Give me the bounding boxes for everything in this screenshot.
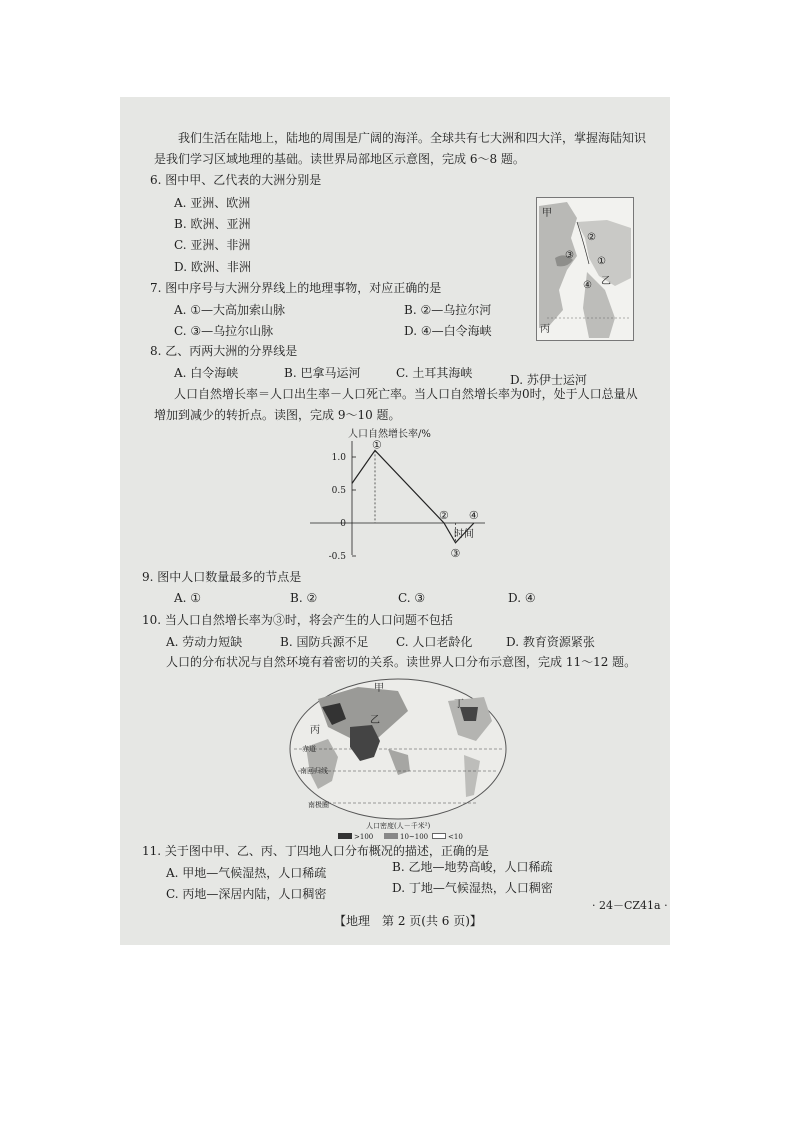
q10-option-b: B. 国防兵源不足 — [280, 635, 369, 649]
legend-swatch-mid — [384, 833, 398, 839]
question-6-stem: 6. 图中甲、乙代表的大洲分别是 — [150, 173, 322, 187]
exam-page — [120, 97, 670, 945]
q11-option-c: C. 丙地—深居内陆，人口稠密 — [166, 887, 327, 901]
q7-option-b: B. ②—乌拉尔河 — [404, 303, 492, 317]
question-8-stem: 8. 乙、丙两大洲的分界线是 — [150, 344, 298, 358]
q6-option-a: A. 亚洲、欧洲 — [174, 196, 251, 210]
q9-option-a: A. ① — [174, 591, 202, 605]
q6-option-b: B. 欧洲、亚洲 — [174, 217, 251, 231]
q10-option-d: D. 教育资源紧张 — [506, 635, 595, 649]
y-tick-label: -0.5 — [328, 552, 346, 562]
legend-swatch-low — [432, 833, 446, 839]
question-11-stem: 11. 关于图中甲、乙、丙、丁四地人口分布概况的描述，正确的是 — [142, 844, 489, 858]
y-tick-label: 1.0 — [331, 453, 346, 463]
point-label: ④ — [468, 509, 479, 522]
q9-option-b: B. ② — [290, 591, 318, 605]
map1-label-3: ③ — [565, 250, 574, 261]
q10-option-a: A. 劳动力短缺 — [166, 635, 243, 649]
map2-label-ding: 丁 — [454, 699, 464, 710]
question-10-stem: 10. 当人口自然增长率为③时，将会产生的人口问题不包括 — [142, 613, 453, 627]
point-label: ② — [439, 509, 449, 522]
legend-title: 人口密度(人－千米²) — [366, 822, 431, 830]
map1-label-jia: 甲 — [542, 208, 552, 219]
q7-option-a: A. ①—大高加索山脉 — [174, 303, 286, 317]
q11-option-d: D. 丁地—气候湿热，人口稠密 — [392, 881, 553, 895]
map1-label-4: ④ — [583, 280, 592, 291]
map2-label-equator: 赤道 — [302, 745, 316, 753]
q8-option-a: A. 白令海峡 — [174, 366, 239, 380]
map1-label-1: ① — [597, 256, 606, 267]
q8-option-c: C. 土耳其海峡 — [396, 366, 473, 380]
intro-text-2: 人口自然增长率＝人口出生率－人口死亡率。当人口自然增长率为0时，处于人口总量从 — [174, 387, 638, 401]
world-region-map — [536, 197, 634, 341]
chart-xlabel: 时间 — [454, 529, 474, 540]
y-tick-label: 0.5 — [331, 486, 346, 496]
q10-option-c: C. 人口老龄化 — [396, 635, 473, 649]
map2-label-bing: 丙 — [310, 725, 320, 736]
legend-high: >100 — [354, 833, 374, 841]
map1-label-2: ② — [587, 232, 596, 243]
q7-option-d: D. ④—白令海峡 — [404, 324, 492, 338]
population-growth-chart — [310, 425, 520, 563]
legend-mid: 10~100 — [400, 833, 429, 841]
map1-label-bing: 丙 — [540, 324, 550, 335]
legend-low: <10 — [448, 833, 463, 841]
q7-option-c: C. ③—乌拉尔山脉 — [174, 324, 274, 338]
q8-option-d: D. 苏伊士运河 — [510, 373, 587, 387]
map2-label-yi: 乙 — [370, 715, 380, 726]
q9-option-c: C. ③ — [398, 591, 426, 605]
world-population-map — [288, 677, 508, 827]
paper-code: · 24－CZ41a · — [592, 899, 668, 912]
q11-option-a: A. 甲地—气候湿热，人口稀疏 — [166, 866, 327, 880]
q6-option-c: C. 亚洲、非洲 — [174, 238, 251, 252]
chart-ylabel: 人口自然增长率/% — [348, 429, 431, 440]
intro-text-2b: 增加到减少的转折点。读图，完成 9～10 题。 — [154, 408, 401, 422]
q6-option-d: D. 欧洲、非洲 — [174, 260, 251, 274]
page-footer: 【地理 第 2 页(共 6 页)】 — [334, 914, 482, 928]
map2-label-tropic: 南回归线 — [300, 767, 328, 775]
map1-label-yi: 乙 — [601, 276, 611, 287]
point-label: ① — [372, 438, 382, 452]
question-7-stem: 7. 图中序号与大洲分界线上的地理事物，对应正确的是 — [150, 281, 442, 295]
intro-text-1b: 是我们学习区域地理的基础。读世界局部地区示意图，完成 6～8 题。 — [154, 152, 525, 166]
map2-label-jia: 甲 — [374, 683, 384, 694]
intro-text-3: 人口的分布状况与自然环境有着密切的关系。读世界人口分布示意图，完成 11～12 题。 — [166, 655, 637, 669]
q8-option-b: B. 巴拿马运河 — [284, 366, 361, 380]
q9-option-d: D. ④ — [508, 591, 536, 605]
legend-swatch-high — [338, 833, 352, 839]
intro-text-1: 我们生活在陆地上，陆地的周围是广阔的海洋。全球共有七大洲和四大洋，掌握海陆知识 — [178, 131, 647, 145]
q11-option-b: B. 乙地—地势高峻，人口稀疏 — [392, 860, 553, 874]
question-9-stem: 9. 图中人口数量最多的节点是 — [142, 570, 302, 584]
map2-label-antarctic-circle: 南极圈 — [308, 801, 329, 809]
y-tick-label: 0 — [340, 519, 346, 529]
point-label: ③ — [450, 546, 461, 560]
